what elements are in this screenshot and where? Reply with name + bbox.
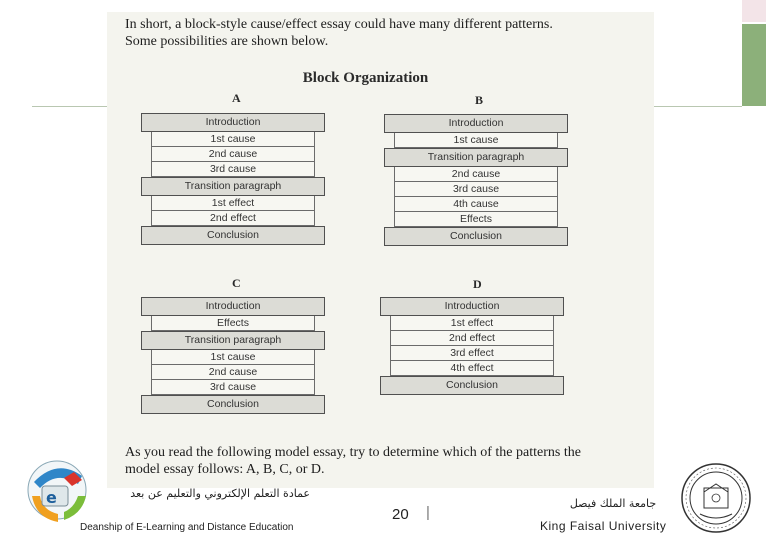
- block-cause: 1st cause: [151, 132, 315, 147]
- pattern-letter-d: D: [473, 277, 482, 291]
- pattern-letter-b: B: [475, 93, 484, 107]
- block-cause: 2nd cause: [151, 147, 315, 162]
- outro-text: [125, 444, 645, 478]
- outro-line: As you read the following model essay, try to determine which of the patterns the: [125, 445, 581, 460]
- block-cause: 1st cause: [394, 133, 558, 148]
- block-cause: 2nd cause: [394, 167, 558, 182]
- pattern-a: [141, 113, 325, 245]
- block-conclusion: Conclusion: [141, 226, 325, 245]
- block-introduction: Introduction: [141, 297, 325, 316]
- intro-line: Some possibilities are shown below.: [125, 34, 329, 49]
- accent-bar-pink: [742, 0, 766, 22]
- block-conclusion: Conclusion: [384, 227, 568, 246]
- block-cause: 3rd cause: [151, 162, 315, 177]
- block-effects: Effects: [394, 212, 558, 227]
- accent-bar-green: [742, 24, 766, 106]
- block-effect: 1st effect: [151, 196, 315, 211]
- divider-line: [32, 106, 112, 107]
- page-separator: |: [426, 504, 430, 521]
- block-cause: 2nd cause: [151, 365, 315, 380]
- pattern-c: [141, 297, 325, 414]
- university-seal-icon: [680, 462, 752, 534]
- intro-text: [125, 16, 645, 50]
- deanship-name-arabic: عمادة التعلم الإلكتروني والتعليم عن بعد: [130, 487, 310, 500]
- university-name-arabic: جامعة الملك فيصل: [569, 497, 657, 510]
- university-name-english: King Faisal University: [540, 519, 667, 533]
- block-conclusion: Conclusion: [380, 376, 564, 395]
- svg-text:e: e: [46, 488, 57, 507]
- block-cause: 3rd cause: [394, 182, 558, 197]
- pattern-letter-c: C: [232, 276, 241, 290]
- divider-line: [652, 106, 742, 107]
- elearning-logo-icon: [24, 456, 90, 528]
- intro-line: In short, a block-style cause/effect essay could have many different patterns.: [125, 17, 553, 32]
- outro-line: model essay follows: A, B, C, or D.: [125, 462, 325, 477]
- block-conclusion: Conclusion: [141, 395, 325, 414]
- deanship-name-english: Deanship of E-Learning and Distance Education: [80, 522, 294, 533]
- pattern-d: [380, 297, 564, 395]
- scanned-page: [107, 12, 654, 488]
- block-effect: 3rd effect: [390, 346, 554, 361]
- block-cause: 4th cause: [394, 197, 558, 212]
- page-heading: Block Organization: [302, 70, 429, 86]
- block-effects: Effects: [151, 316, 315, 331]
- block-introduction: Introduction: [141, 113, 325, 132]
- block-cause: 1st cause: [151, 350, 315, 365]
- page-number: 20: [392, 506, 409, 523]
- block-effect: 2nd effect: [390, 331, 554, 346]
- block-transition: Transition paragraph: [141, 331, 325, 350]
- block-introduction: Introduction: [384, 114, 568, 133]
- pattern-letter-a: A: [232, 91, 241, 105]
- block-cause: 3rd cause: [151, 380, 315, 395]
- block-effect: 4th effect: [390, 361, 554, 376]
- pattern-b: [384, 114, 568, 246]
- block-effect: 1st effect: [390, 316, 554, 331]
- block-introduction: Introduction: [380, 297, 564, 316]
- block-transition: Transition paragraph: [141, 177, 325, 196]
- block-transition: Transition paragraph: [384, 148, 568, 167]
- block-effect: 2nd effect: [151, 211, 315, 226]
